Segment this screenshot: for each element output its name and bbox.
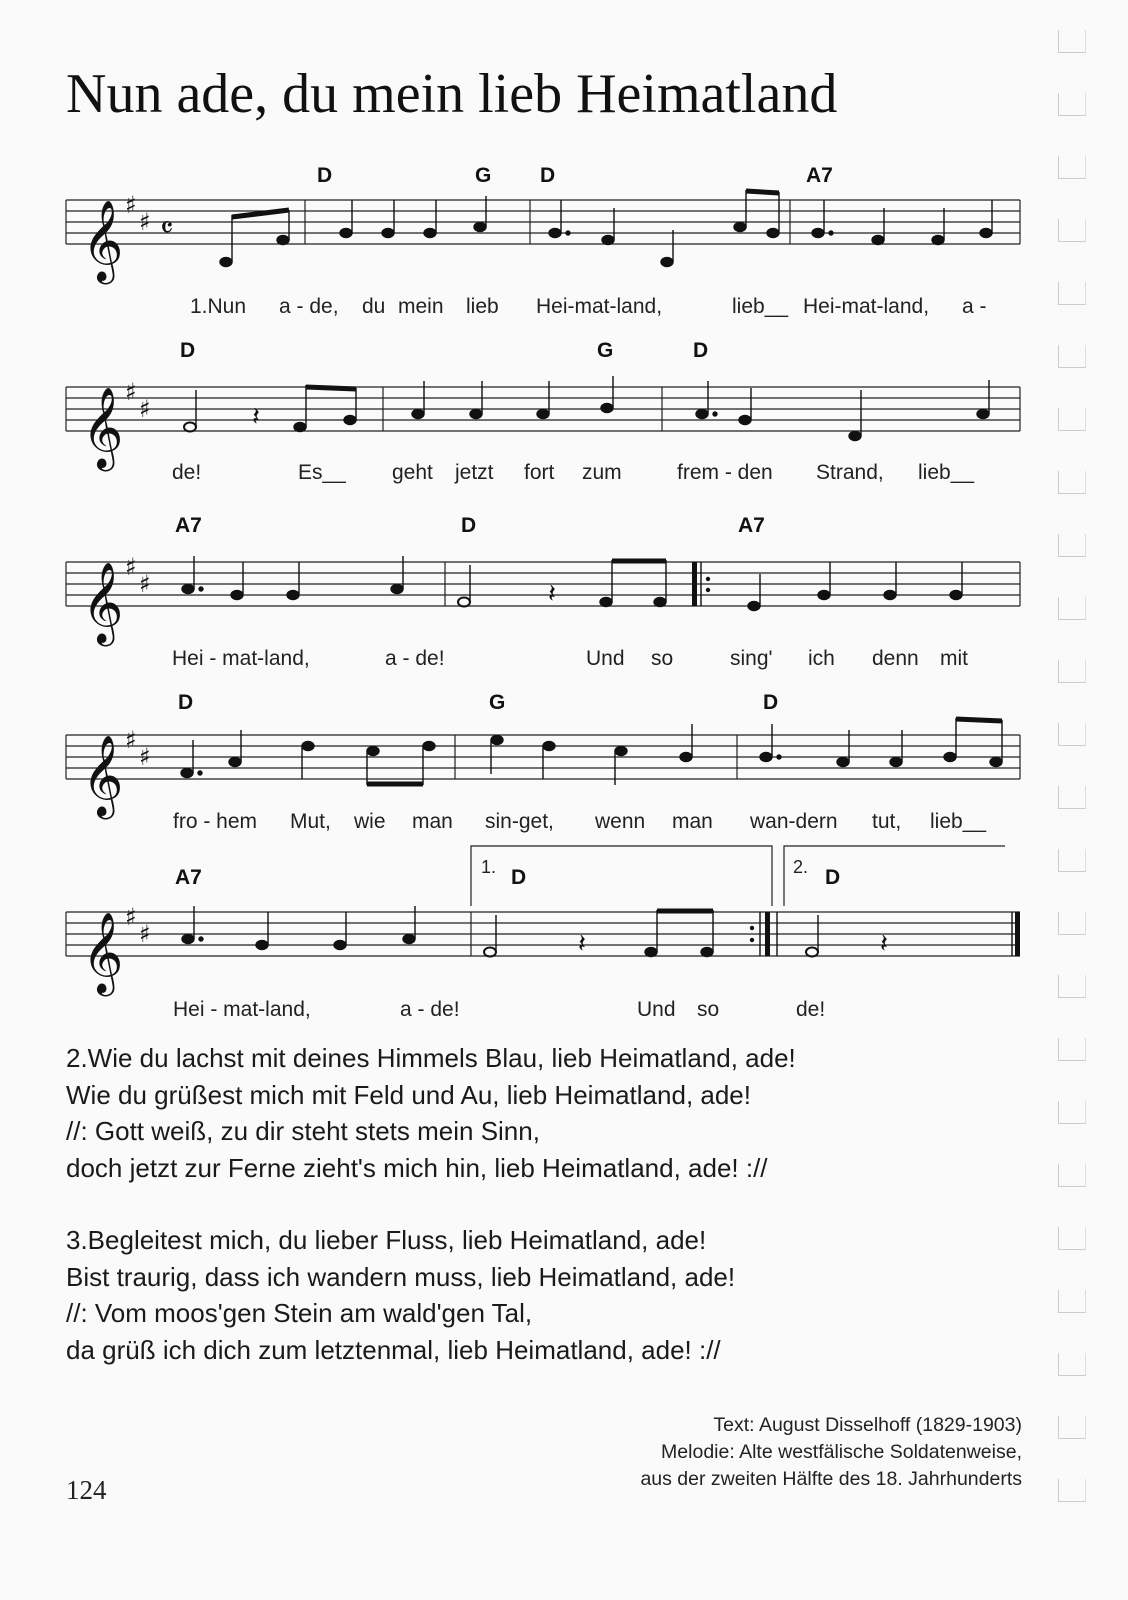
margin-box [1058, 345, 1086, 368]
verse-3 [66, 1222, 735, 1368]
margin-box [1058, 1164, 1086, 1187]
chord-label: G [489, 691, 506, 714]
chord-label: D [511, 866, 527, 889]
melody-credit: Melodie: Alte westfälische Soldatenweise, [661, 1441, 1022, 1463]
svg-text:𝄽: 𝄽 [548, 579, 556, 609]
binding-margin [1058, 20, 1086, 1580]
lyric: Hei-mat-land, [536, 295, 663, 318]
lyric: lieb__ [732, 295, 789, 318]
lyric: geht [392, 461, 433, 484]
chord-label: D [461, 514, 477, 537]
verse-2 [66, 1040, 796, 1186]
notes-system-3 [182, 556, 962, 611]
lyric: 1.Nun [190, 295, 247, 318]
lyric: lieb__ [918, 461, 975, 484]
text-credit: Text: August Disselhoff (1829-1903) [713, 1414, 1022, 1436]
margin-box [1058, 282, 1086, 305]
lyric: man [672, 810, 713, 833]
sharp-icon: ♯ [139, 570, 151, 598]
chord-label: A7 [175, 514, 202, 537]
treble-clef-icon: 𝄞 [82, 199, 124, 281]
margin-box [1058, 660, 1086, 683]
lyric: jetzt [455, 461, 494, 484]
lyric: so [651, 647, 674, 670]
lyric: tut, [872, 810, 902, 833]
page-number: 124 [66, 1475, 107, 1505]
lyric: Strand, [816, 461, 884, 484]
sharp-icon: ♯ [139, 395, 151, 423]
volta-brackets [471, 846, 1005, 906]
svg-text:𝄽: 𝄽 [880, 929, 888, 959]
margin-box [1058, 1416, 1086, 1439]
chord-label: A7 [806, 164, 833, 187]
staff-system-3 [66, 514, 1020, 670]
sharp-icon: ♯ [125, 726, 137, 754]
lyric: du [362, 295, 386, 318]
notes-system-1 [220, 190, 992, 267]
treble-clef-icon: 𝄞 [82, 734, 124, 816]
margin-box [1058, 1038, 1086, 1061]
chord-label: G [475, 164, 492, 187]
lyric: man [412, 810, 453, 833]
credits [640, 1412, 1022, 1493]
final-barline-icon [1015, 912, 1020, 956]
lyric: de! [172, 461, 202, 484]
margin-box [1058, 1101, 1086, 1124]
lyric: wie [354, 810, 386, 833]
notes-system-5 [182, 906, 888, 959]
margin-box [1058, 786, 1086, 809]
lyric: ich [808, 647, 835, 670]
lyric: Und [586, 647, 625, 670]
chord-label: D [825, 866, 841, 889]
lyric: denn [872, 647, 919, 670]
lyric: a - de! [400, 998, 460, 1020]
margin-box [1058, 723, 1086, 746]
melody-origin: aus der zweiten Hälfte des 18. Jahrhunderts [640, 1468, 1022, 1490]
treble-clef-icon: 𝄞 [82, 561, 124, 643]
lyric: wenn [595, 810, 646, 833]
chord-label: A7 [738, 514, 765, 537]
margin-box [1058, 408, 1086, 431]
volta-number: 1. [481, 857, 497, 877]
common-time-icon: 𝄴 [160, 212, 174, 245]
verse-line: //: Gott weiß, zu dir steht stets mein Sinn, [66, 1116, 540, 1146]
margin-box [1058, 1290, 1086, 1313]
lyric: Mut, [290, 810, 331, 833]
song-title: Nun ade, du mein lieb Heimatland [66, 63, 838, 125]
margin-box [1058, 471, 1086, 494]
margin-box [1058, 1353, 1086, 1376]
margin-box [1058, 849, 1086, 872]
lyric: mein [398, 295, 444, 318]
lyric: de! [796, 998, 826, 1020]
verse-line: doch jetzt zur Ferne zieht's mich hin, lieb Heimatland, ade! :// [66, 1152, 768, 1183]
sharp-icon: ♯ [125, 378, 137, 406]
volta-number: 2. [793, 857, 809, 877]
margin-box [1058, 534, 1086, 557]
sharp-icon: ♯ [125, 191, 137, 219]
lyric: lieb__ [930, 810, 987, 833]
margin-box [1058, 975, 1086, 998]
lyric: mit [940, 647, 968, 670]
treble-clef-icon: 𝄞 [82, 386, 124, 468]
lyric: a - [962, 295, 987, 318]
margin-box [1058, 1227, 1086, 1250]
lyric: so [697, 998, 720, 1020]
verse-line: 3.Begleitest mich, du lieber Fluss, lieb Heimatland, ade! [66, 1225, 707, 1255]
margin-box [1058, 30, 1086, 53]
lyric: frem - den [677, 461, 773, 484]
chord-label: D [693, 339, 709, 362]
lyric: fro - hem [173, 810, 258, 833]
chord-label: G [597, 339, 614, 362]
lyric: sing' [730, 647, 773, 670]
margin-box [1058, 1479, 1086, 1502]
staff-system-1 [66, 164, 1020, 318]
treble-clef-icon: 𝄞 [82, 911, 124, 993]
lyric: lieb [466, 295, 499, 318]
lyric: Hei - mat-land, [173, 998, 311, 1020]
chord-label: D [178, 691, 194, 714]
svg-text:𝄽: 𝄽 [252, 402, 260, 432]
repeat-end-icon [765, 912, 770, 956]
staff-system-2 [66, 339, 1020, 484]
margin-box [1058, 912, 1086, 935]
repeat-start-icon [692, 562, 697, 606]
chord-label: D [540, 164, 556, 187]
sharp-icon: ♯ [139, 920, 151, 948]
lyric: Hei-mat-land, [803, 295, 930, 318]
verse-line: Bist traurig, dass ich wandern muss, lieb Heimatland, ade! [66, 1261, 736, 1292]
svg-text:𝄽: 𝄽 [578, 929, 586, 959]
verse-line: Wie du grüßest mich mit Feld und Au, lieb Heimatland, ade! [66, 1079, 751, 1110]
chord-label: D [180, 339, 196, 362]
lyric: zum [582, 461, 622, 484]
sharp-icon: ♯ [139, 208, 151, 236]
sharp-icon: ♯ [125, 903, 137, 931]
margin-box [1058, 93, 1086, 116]
chord-label: D [763, 691, 779, 714]
lyric: Hei - mat-land, [172, 647, 310, 670]
lyric: wan-dern [750, 810, 838, 833]
lyric: Und [637, 998, 676, 1020]
staff-system-5 [66, 846, 1020, 1020]
lyric: a - de, [279, 295, 339, 318]
verse-line: da grüß ich dich zum letztenmal, lieb Heimatland, ade! :// [66, 1334, 721, 1365]
lyric: sin-get, [485, 810, 554, 833]
lyric: Es__ [298, 461, 346, 484]
verse-line: //: Vom moos'gen Stein am wald'gen Tal, [66, 1298, 533, 1328]
chord-label: A7 [175, 866, 202, 889]
margin-box [1058, 156, 1086, 179]
sharp-icon: ♯ [139, 743, 151, 771]
margin-box [1058, 219, 1086, 242]
sharp-icon: ♯ [125, 553, 137, 581]
lyric: a - de! [385, 647, 445, 670]
verse-line: 2.Wie du lachst mit deines Himmels Blau, lieb Heimatland, ade! [66, 1043, 796, 1073]
margin-box [1058, 597, 1086, 620]
lyric: fort [524, 461, 555, 484]
staff-system-4 [66, 691, 1020, 833]
chord-label: D [317, 164, 333, 187]
notes-system-4 [181, 718, 1002, 785]
